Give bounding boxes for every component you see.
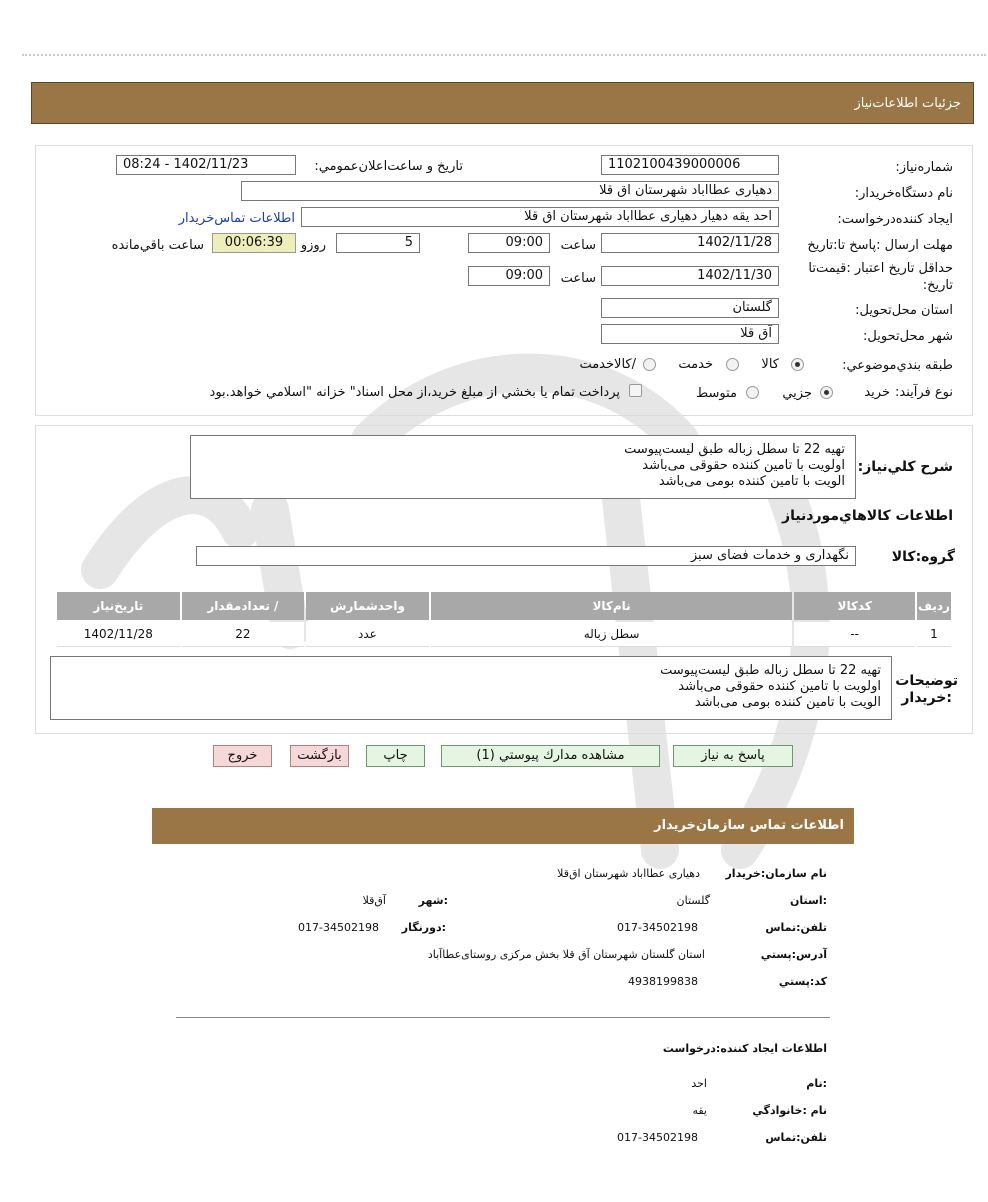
- process-option-medium: متوسط: [696, 386, 737, 401]
- process-type: خريد: [864, 385, 890, 400]
- category-option-goods: كالا: [761, 357, 779, 372]
- creator-label: ايجاد كننده‌درخواست:: [837, 212, 953, 227]
- days-field: 5: [336, 233, 420, 253]
- creator-family-label: نام :خانوادگي: [752, 1104, 827, 1117]
- contact-postal-value: 4938199838: [628, 975, 698, 988]
- treasury-payment-note: پرداخت تمام يا بخشي از مبلغ خريد،از محل اسناد" خزانه "اسلامي خواهد.بود: [209, 385, 620, 400]
- table-row: [57, 622, 951, 647]
- description-line-2: اولویت با تامین کننده حقوقی می‌باشد: [642, 458, 845, 473]
- buyer-org-field: دهیاری عطااباد شهرستان اق قلا: [241, 181, 779, 201]
- province-label: استان محل‌تحويل:: [855, 303, 953, 318]
- description-label: شرح كلي‌نياز:: [857, 459, 953, 475]
- cell-code: --: [794, 622, 915, 647]
- exit-button[interactable]: خروج: [213, 745, 272, 767]
- category-label: طبقه بندي‌موضوعي:: [842, 358, 953, 373]
- col-name: نام‌كالا: [431, 592, 793, 620]
- days-label: روزو: [300, 238, 326, 253]
- category-option-service: خدمت: [678, 357, 713, 372]
- creator-name-value: احد: [691, 1077, 707, 1090]
- contact-province-label: :استان: [790, 894, 827, 907]
- contact-city-label: :شهر: [418, 894, 448, 907]
- validity-date-field: 1402/11/30: [601, 266, 779, 286]
- back-button[interactable]: بازگشت: [290, 745, 349, 767]
- contact-divider: [176, 1017, 830, 1018]
- buyer-notes-label-2: :خريدار: [901, 690, 952, 706]
- contact-fax-label: :دورنگار: [401, 921, 446, 934]
- col-qty: / تعدادمقدار: [182, 592, 305, 620]
- creator-phone-value: 017-34502198: [617, 1131, 698, 1144]
- process-label: نوع فرآيند:: [895, 385, 953, 400]
- contact-phone-value: 017-34502198: [617, 921, 698, 934]
- top-dotted-divider: [22, 54, 986, 56]
- category-radio-goods-service[interactable]: [643, 358, 656, 371]
- deadline-time-label: ساعت: [560, 238, 596, 253]
- remaining-timer: 00:06:39: [212, 233, 296, 253]
- validity-label: حداقل تاريخ اعتبار :قيمت‌تا تاريخ:: [808, 261, 953, 293]
- description-box: [190, 435, 856, 499]
- col-row: رديف: [917, 592, 951, 620]
- description-line-1: تهیه 22 تا سطل زباله طبق لیست‌پیوست: [624, 442, 845, 457]
- contact-address-value: استان گلستان شهرستان آق قلا بخش مرکزی روستای‌عطاآباد: [427, 948, 705, 961]
- buyer-notes-line-3: الویت با تامین کننده بومی می‌باشد: [694, 695, 881, 710]
- remaining-label: ساعت باقي‌مانده: [111, 238, 204, 253]
- buyer-notes-box: [50, 656, 892, 720]
- category-option-goods-service: /كالاخدمت: [579, 357, 636, 372]
- description-line-3: الویت با تامین کننده بومی می‌باشد: [658, 474, 845, 489]
- process-radio-minor[interactable]: [820, 386, 833, 399]
- buyer-org-label: نام دستگاه‌خريدار:: [854, 186, 953, 201]
- deadline-time-field: 09:00: [468, 233, 550, 253]
- buyer-notes-line-2: اولویت با تامین کننده حقوقی می‌باشد: [678, 679, 881, 694]
- org-name-value: دهیاری عطااباد شهرستان اق‌قلا: [557, 867, 700, 880]
- category-radio-service[interactable]: [726, 358, 739, 371]
- goods-section-title: اطلاعات كالاهاي‌موردنياز: [782, 508, 953, 524]
- deadline-date-field: 1402/11/28: [601, 233, 779, 253]
- col-code: كدكالا: [794, 592, 915, 620]
- buyer-notes-label-1: توضيحات: [895, 673, 958, 689]
- need-number-field: 1102100439000006: [601, 155, 779, 175]
- category-radio-goods[interactable]: [791, 358, 804, 371]
- need-number-label: شماره‌نياز:: [895, 160, 953, 175]
- creator-family-value: یقه: [692, 1104, 707, 1117]
- contact-header-bar: [152, 808, 854, 844]
- goods-group-label: گروه:كالا: [891, 549, 955, 565]
- process-radio-medium[interactable]: [746, 386, 759, 399]
- cell-row: 1: [917, 622, 951, 647]
- cell-unit: عدد: [306, 622, 429, 647]
- buyer-notes-line-1: تهیه 22 تا سطل زباله طبق لیست‌پیوست: [660, 663, 881, 678]
- validity-time-field: 09:00: [468, 266, 550, 286]
- buyer-notes-label: [895, 673, 958, 707]
- col-date: تاريخ‌نياز: [57, 592, 180, 620]
- city-label: شهر محل‌تحويل:: [863, 329, 953, 344]
- province-field: گلستان: [601, 298, 779, 318]
- validity-time-label: ساعت: [560, 271, 596, 286]
- page-header-bar: [31, 82, 974, 124]
- print-button[interactable]: چاپ: [366, 745, 425, 767]
- deadline-label: مهلت ارسال :پاسخ تا:تاريخ: [807, 238, 953, 253]
- creator-name-label: :نام: [806, 1077, 827, 1090]
- announce-field: 1402/11/23 - 08:24: [116, 155, 296, 175]
- contact-phone-label: تلفن:تماس: [765, 921, 827, 934]
- cell-date: 1402/11/28: [57, 622, 180, 647]
- contact-postal-label: كد:پستي: [778, 975, 827, 988]
- page-title: جزئيات اطلاعات‌نياز: [854, 96, 961, 111]
- contact-city-value: آق‌قلا: [362, 894, 386, 907]
- goods-table: [55, 590, 953, 649]
- org-name-label: نام سازمان:خريدار: [725, 867, 827, 880]
- treasury-payment-checkbox[interactable]: [629, 384, 642, 397]
- contact-address-label: آدرس:پستي: [760, 948, 827, 961]
- process-option-minor: جزيي: [782, 386, 812, 401]
- goods-group-field: نگهداری و خدمات فضای سبز: [196, 546, 856, 566]
- cell-qty: 22: [182, 622, 305, 647]
- announce-label: تاريخ و ساعت‌اعلان‌عمومي:: [314, 159, 463, 174]
- contact-title: اطلاعات تماس سازمان‌خريدار: [654, 818, 844, 833]
- city-field: آق قلا: [601, 324, 779, 344]
- reply-button[interactable]: پاسخ به نياز: [673, 745, 793, 767]
- view-attachments-button[interactable]: مشاهده مدارك پيوستي (1): [441, 745, 660, 767]
- contact-province-value: گلستان: [676, 894, 710, 907]
- contact-fax-value: 017-34502198: [298, 921, 379, 934]
- creator-phone-label: تلفن:تماس: [765, 1131, 827, 1144]
- goods-table-header: [57, 592, 951, 620]
- col-unit: واحدشمارش: [306, 592, 429, 620]
- creator-field: احد یقه دهیار دهیاری عطااباد شهرستان اق قلا: [301, 207, 779, 227]
- creator-section-title: اطلاعات ايجاد كننده:درخواست: [662, 1042, 827, 1055]
- buyer-contact-link[interactable]: اطلاعات تماس‌خريدار: [178, 211, 295, 226]
- cell-name: سطل زباله: [431, 622, 793, 647]
